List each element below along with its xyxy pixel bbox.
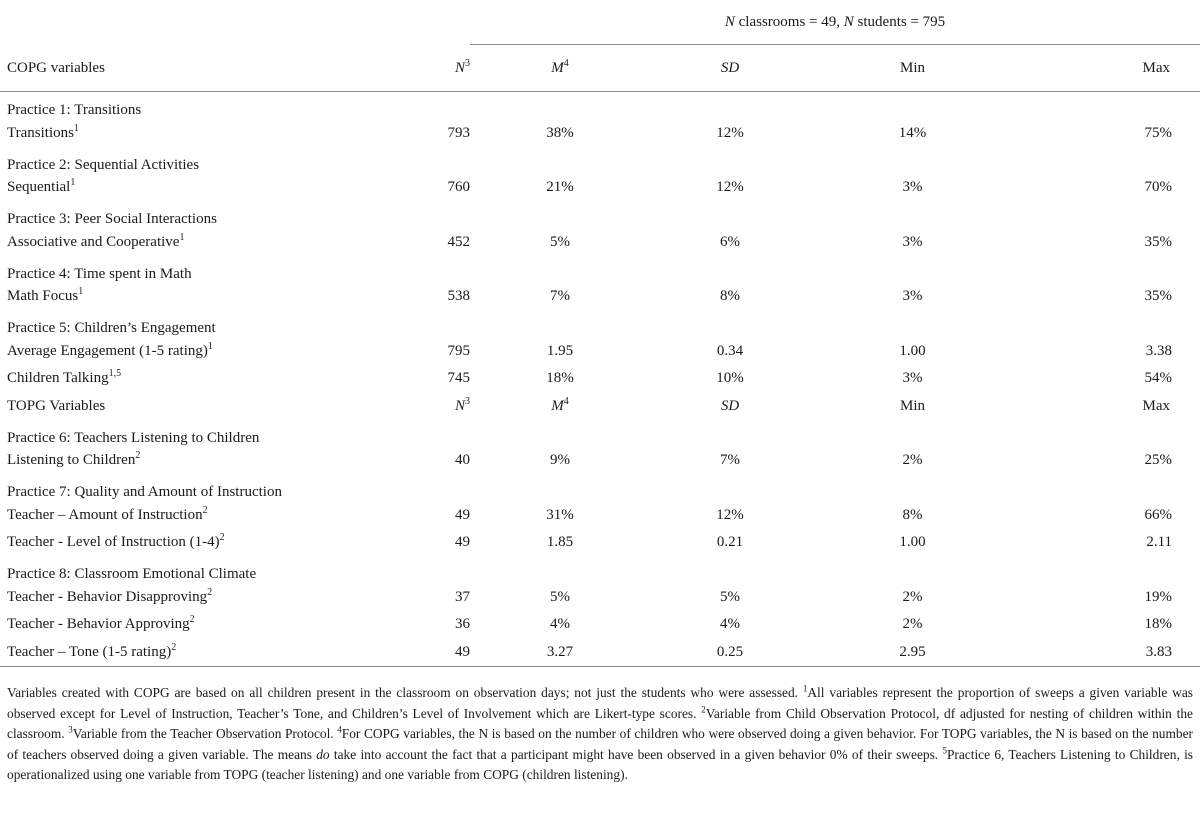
- sd-value: 4%: [720, 616, 740, 633]
- table-row: [0, 583, 1200, 611]
- sd-value: 12%: [716, 124, 744, 141]
- min-value: [815, 474, 990, 501]
- mean-value: [470, 92, 615, 120]
- practice-label: Practice 4: Time spent in Math: [7, 265, 192, 282]
- n-value: 49: [455, 506, 470, 523]
- topg-variables-label: TOPG Variables: [7, 397, 106, 414]
- sd-value: 0.34: [716, 342, 744, 359]
- max-value: 2.11: [1146, 534, 1173, 551]
- practice-heading-row: [0, 420, 1200, 447]
- n-value: 49: [455, 534, 470, 551]
- variable-label: Teacher - Behavior Approving$^2$: [7, 614, 195, 633]
- n-value: 452: [447, 233, 470, 250]
- practice-heading-row: [0, 201, 1200, 228]
- mean-value: 38%: [546, 124, 574, 141]
- variable-label: Teacher – Amount of Instruction$^2$: [7, 504, 208, 523]
- sd-value: [615, 92, 815, 120]
- n-value: 36: [455, 616, 470, 633]
- table-row: [0, 174, 1200, 202]
- col-header-n: $N^3$: [380, 45, 470, 92]
- practice-label: Practice 2: Sequential Activities: [7, 156, 200, 173]
- max-value: [990, 147, 1200, 174]
- max-value: [990, 556, 1200, 583]
- max-value: 3.38: [1145, 342, 1173, 359]
- mean-value: 5%: [550, 233, 570, 250]
- max-value: [990, 256, 1200, 283]
- variable-label: Associative and Cooperative$^1$: [7, 231, 185, 250]
- table-row: [0, 365, 1200, 393]
- n-value: [380, 201, 470, 228]
- practice-label: Practice 6: Teachers Listening to Children: [7, 429, 260, 446]
- min-value: [815, 310, 990, 337]
- n-value: 745: [447, 370, 470, 387]
- table-row: [0, 638, 1200, 666]
- mean-value: 3.27: [470, 638, 615, 666]
- practice-heading-row: [0, 256, 1200, 283]
- table-row: [0, 529, 1200, 557]
- variable-label: Listening to Children$^2$: [7, 450, 141, 469]
- topg-min-header: Min: [899, 397, 925, 414]
- max-value: [990, 474, 1200, 501]
- col-header-m: $M^4$: [470, 45, 615, 92]
- practice-heading-row: [0, 474, 1200, 501]
- min-value: 3%: [902, 233, 923, 250]
- variable-label: Average Engagement (1-5 rating)$^1$: [7, 340, 213, 359]
- variable-label: Transitions$^1$: [7, 122, 79, 141]
- n-value: [380, 474, 470, 501]
- max-value: 25%: [1144, 452, 1173, 469]
- max-value: 54%: [1144, 370, 1173, 387]
- sd-value: 0.25: [615, 638, 815, 666]
- practice-label: Practice 8: Classroom Emotional Climate: [7, 566, 257, 582]
- n-value: 49: [380, 638, 470, 666]
- variable-label: Children Talking$^{1,5}$: [7, 368, 122, 387]
- table-row: [0, 337, 1200, 365]
- max-value: 3.83: [990, 638, 1200, 666]
- min-value: 2.95: [815, 638, 990, 666]
- n-value: [380, 420, 470, 447]
- mean-value: 21%: [546, 179, 574, 196]
- sample-size-header: N classrooms = 49, N students = 795: [470, 0, 1200, 45]
- max-value: 66%: [1144, 506, 1173, 523]
- spanning-header-row: [0, 0, 1200, 45]
- min-value: [815, 556, 990, 583]
- max-value: 70%: [1144, 179, 1173, 196]
- mean-value: [470, 310, 615, 337]
- mean-value: [470, 201, 615, 228]
- variable-label: Math Focus$^1$: [7, 286, 84, 305]
- min-value: [815, 147, 990, 174]
- mean-value: 1.85: [546, 534, 574, 551]
- min-value: 3%: [902, 288, 923, 305]
- sd-value: 10%: [716, 370, 744, 387]
- table-footnotes: Variables created with COPG are based on all children present in the classroom on observation days; not just the students who were assessed. $^1$All variables represent the proportion of sweeps a given variable was observed except for Level of Instruction, Teacher’s Tone, and Children’s Level of Involvement which are Likert-type scores. $^2$Variable from Child Observation Protocol, df adjusted for nesting of children within the classroom. $^3$Variable from the Teacher Observation Protocol. $^4$For COPG variables, the N is based on the number of children who were observed doing a given behavior. For TOPG variables, the N is based on the number of teachers observed doing a given variable. The means do take into account the fact that a participant might have been observed in a given behavior 0% of their sweeps. $^5$Practice 6, Teachers Listening to Children, is operationalized using one variable from TOPG (teacher listening) and one variable from COPG (children listening).: [7, 683, 1193, 783]
- sd-value: 12%: [716, 179, 744, 196]
- sd-value: [615, 310, 815, 337]
- practice-heading-row: [0, 92, 1200, 120]
- table-row: [0, 228, 1200, 256]
- max-value: 35%: [1144, 233, 1173, 250]
- mean-value: 4%: [550, 616, 570, 633]
- mean-value: [470, 147, 615, 174]
- practice-label: Practice 1: Transitions: [7, 102, 142, 118]
- n-value: [380, 310, 470, 337]
- n-value: 795: [447, 342, 470, 359]
- max-value: [990, 420, 1200, 447]
- col-header-sd: SD: [615, 45, 815, 92]
- mean-value: [470, 256, 615, 283]
- mean-value: [470, 420, 615, 447]
- variable-label: Teacher - Behavior Disapproving$^2$: [7, 586, 213, 605]
- min-value: 14%: [898, 124, 927, 141]
- min-value: [815, 256, 990, 283]
- mean-value: 18%: [546, 370, 574, 387]
- mean-value: 5%: [550, 588, 570, 605]
- sd-value: 5%: [720, 588, 740, 605]
- n-value: 538: [447, 288, 470, 305]
- n-value: [380, 256, 470, 283]
- variable-label: Teacher – Tone (1-5 rating)$^2$: [0, 638, 380, 666]
- min-value: 1.00: [899, 534, 926, 551]
- variable-label: Sequential$^1$: [7, 177, 76, 196]
- mean-value: 7%: [550, 288, 570, 305]
- min-value: 1.00: [899, 342, 926, 359]
- column-header-row: [0, 45, 1200, 92]
- max-value: 18%: [1144, 616, 1173, 633]
- min-value: [815, 420, 990, 447]
- mean-value: [470, 474, 615, 501]
- n-value: [380, 92, 470, 120]
- max-value: [990, 310, 1200, 337]
- min-value: 2%: [902, 616, 923, 633]
- practice-label: Practice 7: Quality and Amount of Instruction: [7, 484, 282, 500]
- min-value: 8%: [902, 506, 923, 523]
- variable-label: Teacher - Level of Instruction $(1-4)^2$: [7, 532, 225, 551]
- topg-m-header: $M^4$: [551, 395, 569, 414]
- practice-heading-row: [0, 310, 1200, 337]
- table-row: [0, 501, 1200, 529]
- mean-value: 31%: [546, 506, 574, 523]
- max-value: 35%: [1144, 288, 1173, 305]
- sd-value: 8%: [720, 288, 740, 305]
- n-value: 40: [455, 452, 470, 469]
- min-value: [815, 92, 990, 120]
- max-value: 19%: [1144, 588, 1173, 605]
- max-value: [990, 92, 1200, 120]
- topg-sd-header: SD: [720, 397, 740, 414]
- max-value: [990, 201, 1200, 228]
- practice-label: Practice 3: Peer Social Interactions: [7, 211, 217, 227]
- table-row: [0, 447, 1200, 475]
- min-value: 3%: [902, 370, 923, 387]
- n-value: [380, 556, 470, 583]
- sd-value: [615, 256, 815, 283]
- n-value: 793: [447, 124, 470, 141]
- min-value: 3%: [902, 179, 923, 196]
- n-value: 37: [455, 588, 470, 605]
- topg-header-row: [0, 392, 1200, 420]
- topg-n-header: $N^3$: [454, 395, 470, 414]
- col-header-variable: COPG variables: [0, 45, 380, 92]
- mean-value: 1.95: [546, 342, 574, 359]
- min-value: [815, 201, 990, 228]
- sd-value: [615, 147, 815, 174]
- sd-value: [615, 420, 815, 447]
- sd-value: 7%: [720, 452, 740, 469]
- table-row: [0, 283, 1200, 311]
- sd-value: [615, 556, 815, 583]
- practice-label: Practice 5: Children’s Engagement: [7, 320, 216, 336]
- mean-value: 9%: [550, 452, 570, 469]
- col-header-min: Min: [815, 45, 990, 92]
- mean-value: [470, 556, 615, 583]
- topg-max-header: Max: [1142, 397, 1171, 414]
- sd-value: 6%: [720, 233, 740, 250]
- max-value: 75%: [1144, 124, 1173, 141]
- n-value: 760: [447, 179, 470, 196]
- n-value: [380, 147, 470, 174]
- sd-value: [615, 201, 815, 228]
- table-row: [0, 119, 1200, 147]
- practice-heading-row: [0, 147, 1200, 174]
- col-header-max: Max: [990, 45, 1200, 92]
- sd-value: 12%: [716, 506, 744, 523]
- practice-heading-row: [0, 556, 1200, 583]
- sd-value: 0.21: [716, 534, 744, 551]
- min-value: 2%: [902, 588, 923, 605]
- table-row: [0, 611, 1200, 639]
- min-value: 2%: [902, 452, 923, 469]
- sd-value: [615, 474, 815, 501]
